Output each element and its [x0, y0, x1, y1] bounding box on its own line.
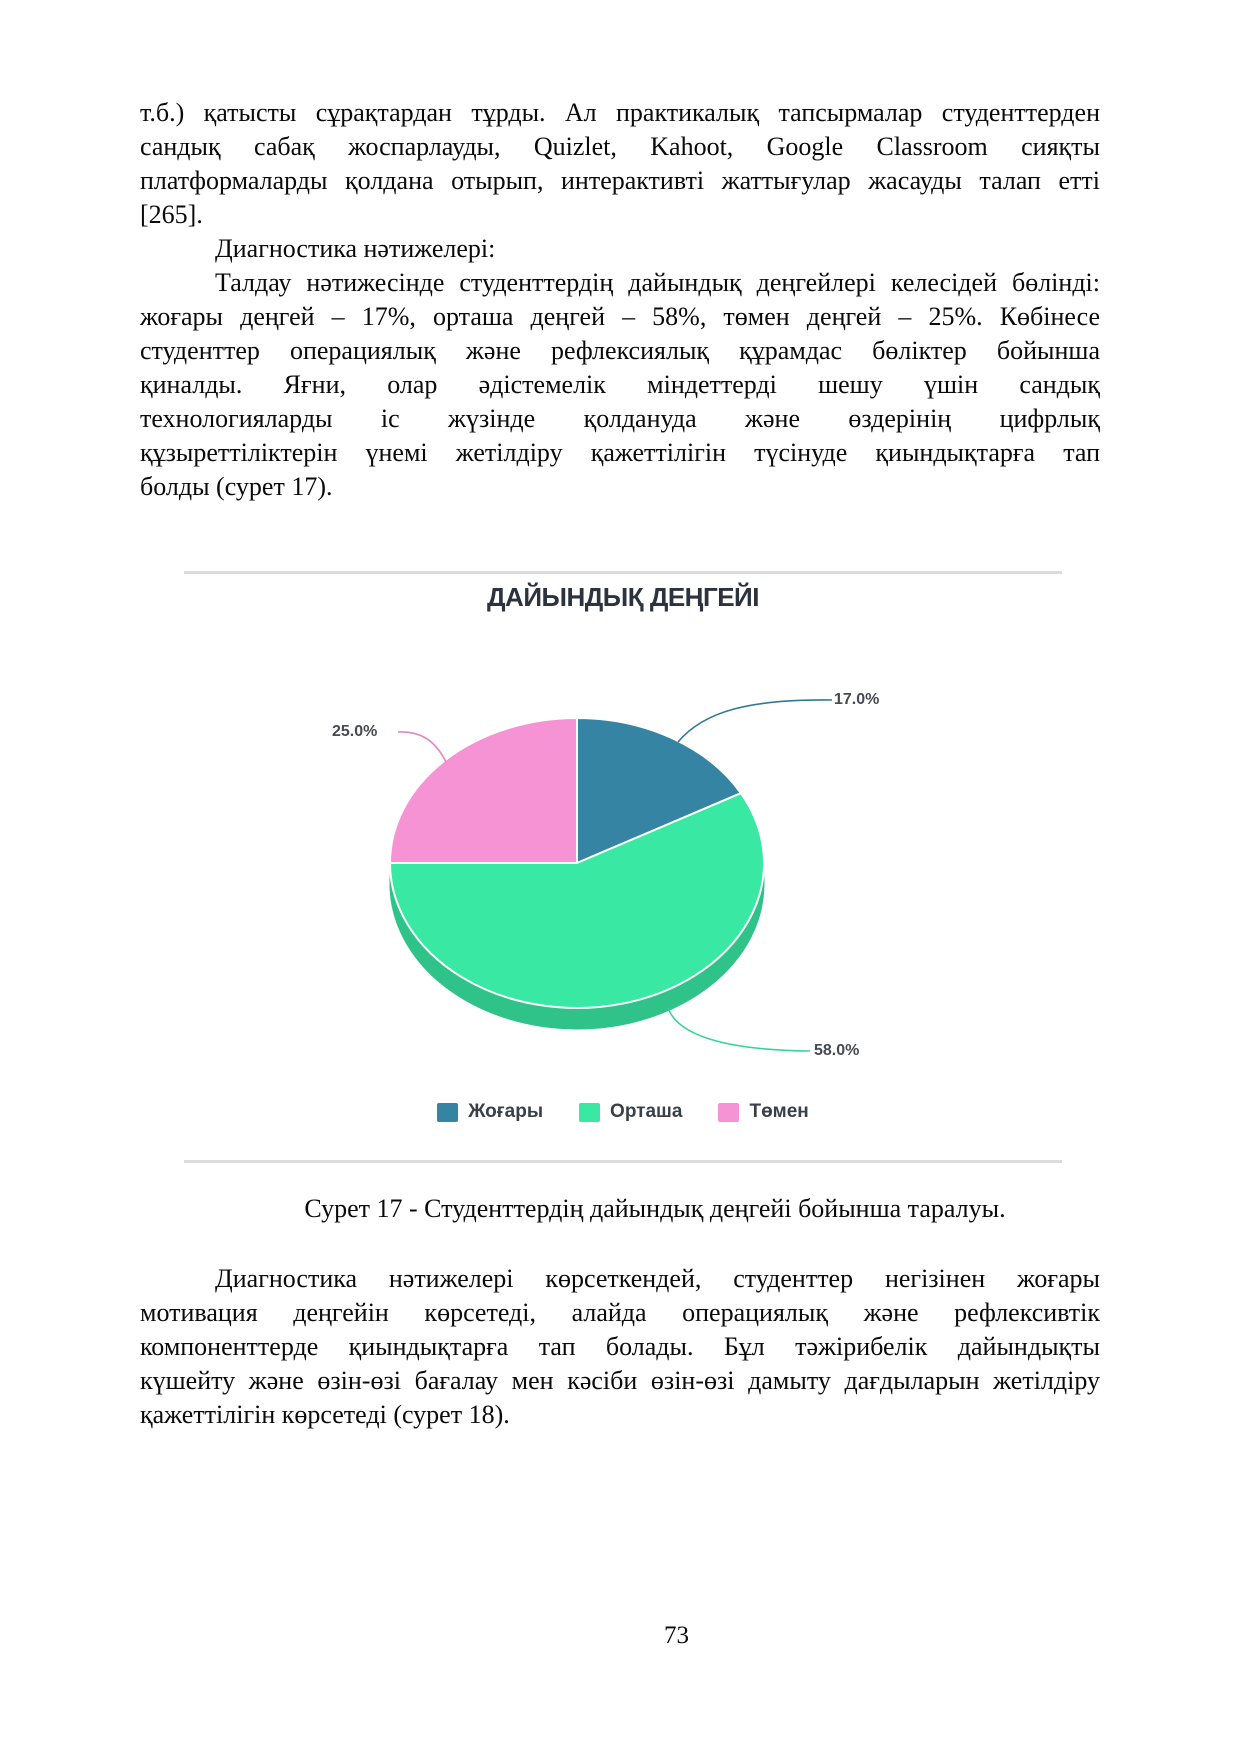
legend-swatch-ortasha-icon [579, 1103, 600, 1122]
figure-caption: Сурет 17 - Студенттердің дайындық деңгейі бойынша таралуы. [304, 1194, 1006, 1223]
chart-legend [184, 1101, 1062, 1123]
text-line: сандық сабақ жоспарлауды, Quizlet, Kahoot, Google Classroom сияқты [140, 132, 1100, 161]
legend-item-tomen [718, 1101, 808, 1123]
text-line: қиналды. Яғни, олар әдістемелік міндеттерді шешу үшін сандық [140, 370, 1100, 399]
legend-swatch-tomen-icon [718, 1103, 739, 1122]
slice-label-zhogary: 17.0% [834, 691, 880, 708]
text-line: [265]. [140, 200, 203, 229]
page-number: 73 [664, 1622, 689, 1649]
text-line: студенттер операциялық және рефлексиялық құрамдас бөліктер бойынша [140, 336, 1100, 365]
legend-label-tomen: Төмен [749, 1101, 809, 1122]
text-line: құзыреттіліктерін үнемі жетілдіру қажеттілігін түсінуде қиындықтарға тап [140, 438, 1100, 467]
text-line: Талдау нәтижесінде студенттердің дайындық деңгейлері келесідей бөлінді: [215, 268, 1100, 297]
body-text-top [140, 96, 1100, 504]
text-line: платформаларды қолдана отырып, интерактивті жаттығулар жасауды талап етті [140, 166, 1100, 195]
legend-item-ortasha [579, 1101, 682, 1123]
text-line: компоненттерде қиындықтарға тап болады. Бұл тәжірибелік дайындықты [140, 1332, 1100, 1361]
slice-label-ortasha: 58.0% [814, 1042, 860, 1059]
pie-slices-group [390, 718, 764, 1029]
text-line: болды (сурет 17). [140, 472, 333, 501]
paragraph [140, 232, 1100, 266]
legend-label-zhogary: Жоғары [468, 1101, 544, 1122]
body-text-bottom [140, 1262, 1100, 1432]
leader-line-tomen [398, 732, 446, 762]
leader-line-zhogary [678, 700, 832, 742]
slice-label-tomen: 25.0% [332, 723, 378, 740]
pie-slice-2 [390, 718, 577, 863]
paragraph [140, 1262, 1100, 1432]
legend-label-ortasha: Орташа [610, 1101, 683, 1122]
text-line: Диагностика нәтижелері: [215, 234, 496, 263]
text-line: мотивация деңгейін көрсетеді, алайда операциялық және рефлексивтік [140, 1298, 1100, 1327]
text-line: Диагностика нәтижелері көрсеткендей, студенттер негізінен жоғары [215, 1264, 1100, 1293]
text-line: т.б.) қатысты сұрақтардан тұрды. Ал практикалық тапсырмалар студенттерден [140, 98, 1100, 127]
legend-swatch-zhogary-icon [437, 1103, 458, 1122]
text-line: технологияларды іс жүзінде қолдануда және өздерінің цифрлық [140, 404, 1100, 433]
chart-title: ДАЙЫНДЫҚ ДЕҢГЕЙІ [487, 582, 759, 612]
text-line: күшейту және өзін-өзі бағалау мен кәсіби өзін-өзі дамыту дағдыларын жетілдіру [140, 1366, 1100, 1395]
text-line: қажеттілігін көрсетеді (сурет 18). [140, 1400, 510, 1429]
text-line: жоғары деңгей – 17%, орташа деңгей – 58%, төмен деңгей – 25%. Көбінесе [140, 302, 1100, 331]
legend-item-zhogary [437, 1101, 543, 1123]
paragraph [140, 96, 1100, 232]
figure-chart-card [184, 571, 1062, 1163]
leader-line-ortasha [668, 1008, 810, 1051]
pie-chart [184, 574, 1062, 1163]
paragraph [140, 266, 1100, 504]
